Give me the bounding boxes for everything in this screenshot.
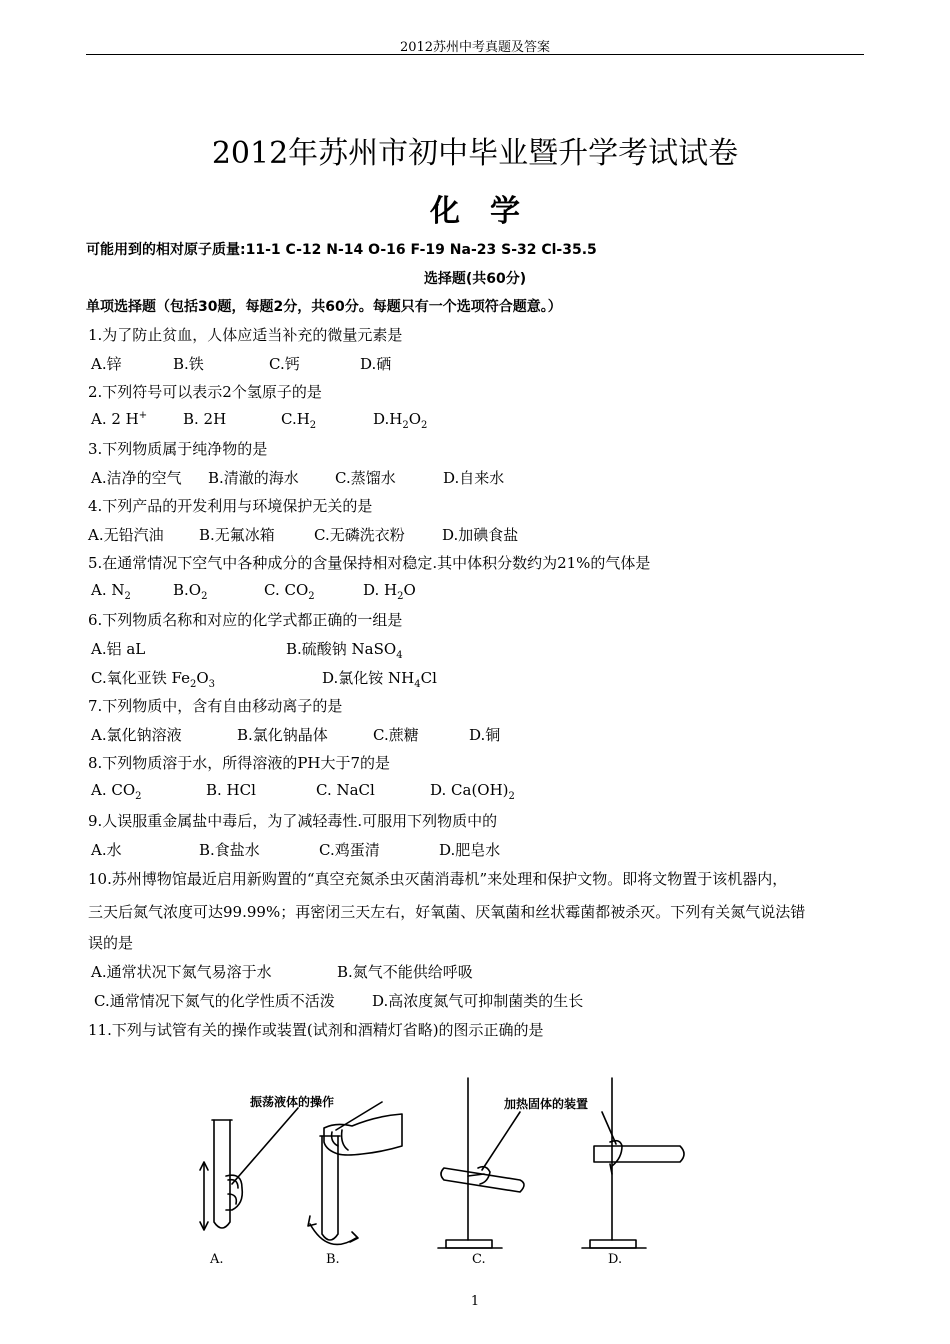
option-a: A.通常状况下氮气易溶于水	[91, 963, 272, 981]
option-b: B.硫酸钠 NaSO$_4$	[286, 640, 403, 661]
option-a: A.洁净的空气	[91, 469, 182, 487]
option-a: A.锌	[91, 355, 122, 373]
option-d: D.硒	[360, 355, 392, 373]
option-b: B. 2H	[183, 410, 227, 428]
option-a: A.铝 aL	[91, 640, 146, 658]
option-c: C.钙	[269, 355, 300, 373]
option-b: B.氮气不能供给呼吸	[337, 963, 473, 981]
option-a: A.无铅汽油	[88, 526, 164, 544]
question-7-stem: 7.下列物质中，含有自由移动离子的是	[88, 697, 343, 715]
option-c: C. $CO_2$	[264, 581, 315, 602]
option-b: B.无氟冰箱	[199, 526, 275, 544]
figure-b-test-tube	[308, 1102, 402, 1244]
question-9-stem: 9.人误服重金属盐中毒后，为了减轻毒性.可服用下列物质中的	[88, 812, 498, 830]
question-5-stem: 5.在通常情况下空气中各种成分的含量保持相对稳定.其中体积分数约为21%的气体是	[88, 554, 651, 572]
section-instructions: 单项选择题（包括30题，每题2分，共60分。每题只有一个选项符合题意。）	[86, 299, 562, 315]
option-c: C.氧化亚铁 $Fe_2O_3$	[91, 669, 216, 690]
question-10-stem-line2: 三天后氮气浓度可达99.99%；再密闭三天左右，好氧菌、厌氧菌和丝状霉菌都被杀灭。下列有关氮气说法错	[88, 903, 806, 921]
figure-d-iron-stand	[582, 1078, 684, 1248]
option-c: C.蔗糖	[373, 726, 419, 744]
option-d: D. $H_2O$	[363, 581, 416, 602]
figure-caption-c: C.	[472, 1252, 486, 1267]
option-d: D.铜	[469, 726, 501, 744]
option-b: $B.O_2$	[173, 581, 208, 602]
option-c: C.通常情况下氮气的化学性质不活泼	[94, 992, 335, 1010]
figure-label-heat: 加热固体的装置	[504, 1097, 589, 1111]
option-a: A. $N_2$	[91, 581, 131, 602]
figure-label-shake: 振荡液体的操作	[250, 1095, 335, 1109]
option-b: B.清澈的海水	[208, 469, 299, 487]
question-8-stem: 8.下列物质溶于水，所得溶液的PH大于7的是	[88, 754, 391, 772]
option-c: C.鸡蛋清	[319, 841, 380, 859]
figure-caption-b: B.	[326, 1252, 340, 1267]
option-a: A.水	[91, 841, 122, 859]
question-2-stem: 2.下列符号可以表示2个氢原子的是	[88, 383, 322, 401]
exam-title: 2012年苏州市初中毕业暨升学考试试卷	[211, 136, 739, 171]
header-divider	[86, 54, 864, 55]
option-b: B. HCl	[206, 781, 256, 799]
question-3-stem: 3.下列物质属于纯净物的是	[88, 440, 268, 458]
option-d: $D.H_2O_2$	[373, 410, 428, 431]
option-c: $C.H_2$	[281, 410, 317, 431]
option-d: D.肥皂水	[439, 841, 501, 859]
page-number: 1	[470, 1294, 480, 1309]
option-a: A.氯化钠溶液	[91, 726, 182, 744]
page-header: 2012苏州中考真题及答案	[399, 40, 551, 55]
option-b: B.氯化钠晶体	[237, 726, 328, 744]
question-6-stem: 6.下列物质名称和对应的化学式都正确的一组是	[88, 611, 403, 629]
question-10-stem-line3: 误的是	[88, 934, 134, 952]
question-4-stem: 4.下列产品的开发利用与环境保护无关的是	[88, 497, 373, 515]
figure-caption-d: D.	[608, 1252, 623, 1267]
option-d: D. $Ca(OH)_2$	[430, 781, 515, 802]
section-title: 选择题(共60分)	[423, 271, 527, 287]
option-c: C.蒸馏水	[335, 469, 396, 487]
subject-title: 化学	[430, 194, 550, 229]
option-b: B.铁	[173, 355, 204, 373]
option-a: A. 2 H+	[91, 410, 148, 428]
option-d: D.氯化铵 $NH_4Cl$	[322, 669, 437, 690]
question-1-stem: 1.为了防止贫血，人体应适当补充的微量元素是	[88, 326, 403, 344]
atomic-masses-note: 可能用到的相对原子质量:11-1 C-12 N-14 O-16 F-19 Na-23 S-32 Cl-35.5	[86, 242, 597, 258]
option-c: C. NaCl	[316, 781, 375, 799]
option-d: D.加碘食盐	[442, 526, 519, 544]
test-tube-figure	[186, 1072, 706, 1268]
figure-caption-a: A.	[210, 1252, 224, 1267]
option-d: D.自来水	[443, 469, 505, 487]
option-b: B.食盐水	[199, 841, 260, 859]
option-d: D.高浓度氮气可抑制菌类的生长	[372, 992, 584, 1010]
question-11-stem: 11.下列与试管有关的操作或装置(试剂和酒精灯省略)的图示正确的是	[88, 1021, 544, 1039]
option-a: A. $CO_2$	[91, 781, 142, 802]
figure-a-test-tube	[200, 1108, 298, 1230]
question-10-stem-line1: 10.苏州博物馆最近启用新购置的“真空充氮杀虫灭菌消毒机”来处理和保护文物。即将文物置于该机器内，	[88, 870, 788, 888]
option-c: C.无磷洗衣粉	[314, 526, 405, 544]
